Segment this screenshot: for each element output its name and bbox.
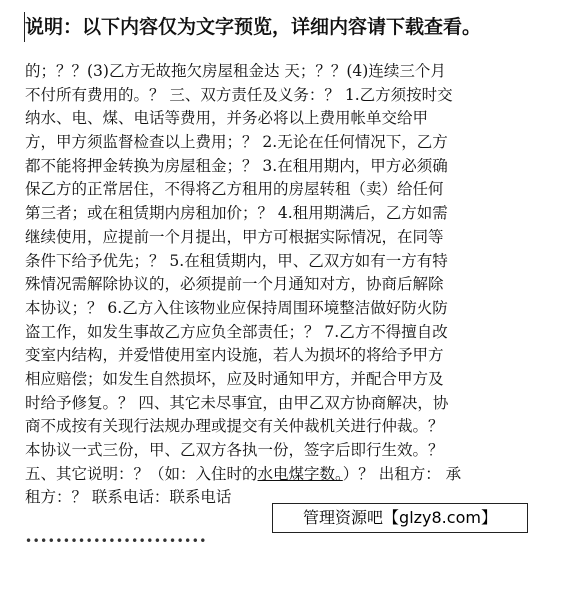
body-line: 变室内结构，并爱惜使用室内设施，若人为损坏的将给予甲方: [25, 346, 444, 365]
body-line-other-notes: [25, 463, 555, 487]
body-line: 都不能将押金转换为房屋租金；？ 3.在租用期内，甲方必须确: [25, 156, 448, 175]
body-line-contact: 租方：？ 联系电话：联系电话: [25, 488, 232, 507]
body-line: 纳水、电、煤、电话等费用，并务必将以上费用帐单交给甲: [25, 109, 429, 128]
body-line: 继续使用，应提前一个月提出，甲方可根据实际情况，在同等: [25, 227, 444, 246]
truncation-dots: ••••••••••••••••••••••••: [25, 534, 207, 548]
other-notes-text: 五、其它说明：？（如：入住时的: [25, 464, 258, 483]
document-body: [25, 60, 555, 510]
body-line: 方，甲方须监督检查以上费用；？ 2.无论在任何情况下，乙方: [25, 133, 448, 152]
other-notes-tail: ）？ 出租方： 承: [342, 464, 462, 483]
body-line: 的；？？(3)乙方无故拖欠房屋租金达 天；？？(4)连续三个月: [25, 62, 446, 80]
body-line: 相应赔偿；如发生自然损坏，应及时通知甲方，并配合甲方及: [25, 369, 444, 388]
body-line: 盗工作，如发生事故乙方应负全部责任；？ 7.乙方不得擅自改: [25, 322, 448, 341]
preview-notice: 说明：以下内容仅为文字预览，详细内容请下载查看。: [25, 16, 482, 38]
body-line: 本协议一式三份，甲、乙双方各执一份，签字后即行生效。？: [25, 441, 444, 459]
body-line: 殊情况需解除协议的，必须提前一个月通知对方，协商后解除: [25, 275, 444, 294]
body-line: 保乙方的正常居住，不得将乙方租用的房屋转租（卖）给任何: [25, 180, 444, 199]
body-line: 不付所有费用的。？ 三、双方责任及义务：？ 1.乙方须按时交: [25, 85, 453, 104]
body-line: 时给予修复。？ 四、其它未尽事宜，由甲乙双方协商解决，协: [25, 393, 449, 412]
other-notes-underlined: 水电煤字数。: [257, 464, 343, 483]
site-watermark: 管理资源吧【glzy8.com】: [272, 503, 528, 533]
body-line: 本协议；？ 6.乙方入住该物业应保持周围环境整洁做好防火防: [25, 298, 448, 317]
body-line: 第三者；或在租赁期内房租加价；？ 4.租用期满后，乙方如需: [25, 204, 448, 223]
body-line: 商不成按有关现行法规办理或提交有关仲裁机关进行仲裁。？: [25, 417, 444, 436]
body-line: 条件下给予优先；？ 5.在租赁期内，甲、乙双方如有一方有特: [25, 251, 448, 270]
